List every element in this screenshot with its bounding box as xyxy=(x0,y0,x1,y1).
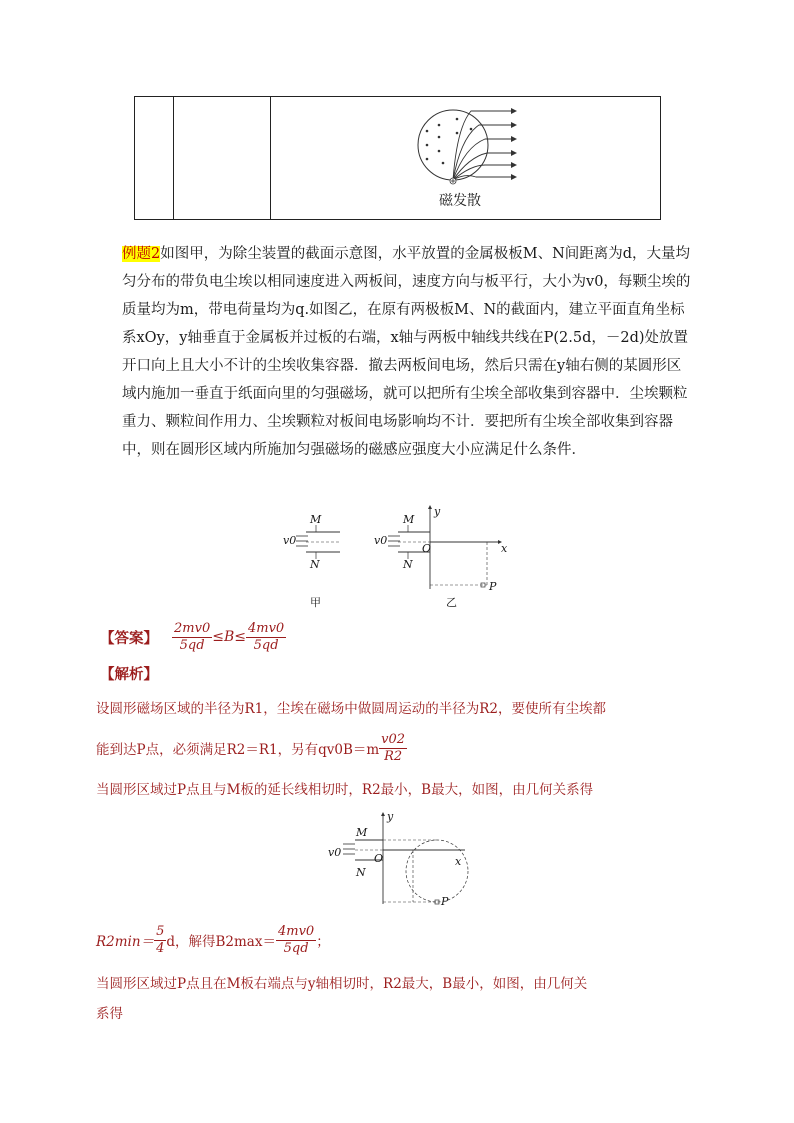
example-paragraph xyxy=(122,240,694,464)
fig-yi-N: N xyxy=(403,558,413,571)
fig-jia-v0: v0 xyxy=(283,534,297,547)
analysis-line-1: 设圆形磁场区域的半径为R1，尘埃在磁场中做圆周运动的半径为R2，要使所有尘埃都 xyxy=(96,701,607,717)
analysis-line-2-fraction: $\frac{v02}{R2}$ xyxy=(381,731,406,764)
example-tag: 例题2 xyxy=(122,246,161,262)
analysis-line-4-fraction-1: $\frac{5}{4}$ xyxy=(156,923,165,956)
fig-yi-caption: 乙 xyxy=(446,596,457,609)
fig3-y: y xyxy=(387,810,394,823)
fig3-M: M xyxy=(356,826,368,839)
fig-yi-y: y xyxy=(434,505,441,518)
fig3-v0: v0 xyxy=(328,846,342,859)
fig3-x: x xyxy=(455,855,462,868)
fig-yi-M: M xyxy=(403,513,415,526)
analysis-line-4c: ； xyxy=(316,934,330,950)
analysis-line-4a: R2min＝ xyxy=(96,934,155,950)
answer-label: 【答案】 xyxy=(100,630,158,647)
analysis-line-4-fraction-2: $\frac{4mv0}{5qd}$ xyxy=(277,923,315,956)
analysis-line-3: 当圆形区域过P点且与M板的延长线相切时，R2最小，B最大，如图，由几何关系得 xyxy=(96,782,594,798)
example-text: 如图甲，为除尘装置的截面示意图，水平放置的金属极板M、N间距离为d，大量均匀分布的带负电尘埃以相同速度进入两板间，速度方向与板平行，大小为v0，每颗尘埃的质量均为m，带电荷量均为q.如图乙，在原有两极板M、N的截面内，建立平面直角坐标系xOy，y轴垂直于金属板并过板的右端，x轴与两板中轴线共线在P(2.5d，－2d)处放置开口向上且大小不计的尘埃收集容器．撤去两板间电场，然后只需在y轴右侧的某圆形区域内施加一垂直于纸面向里的匀强磁场，就可以把所有尘埃全部收集到容器中．尘埃颗粒重力、颗粒间作用力、尘埃颗粒对板间电场影响均不计．要把所有尘埃全部收集到容器中，则在圆形区域内所施加匀强磁场的磁感应强度大小应满足什么条件． xyxy=(122,246,691,458)
analysis-line-2 xyxy=(96,728,701,768)
fig-yi-x: x xyxy=(501,542,508,555)
analysis-line-2-text: 能到达P点，必须满足R2＝R1，另有qv0B＝m xyxy=(96,742,380,758)
top-table xyxy=(134,96,661,220)
fig3-O: O xyxy=(374,852,384,865)
analysis-line-6: 系得 xyxy=(96,1006,123,1022)
table-cell-3 xyxy=(271,97,661,220)
fig-jia-N: N xyxy=(310,558,320,571)
analysis-line-4 xyxy=(96,918,701,962)
fig-jia-M: M xyxy=(310,513,322,526)
table-cell-1 xyxy=(135,97,174,220)
answer-right-fraction: $\frac{4mv0}{5qd}$ xyxy=(247,620,285,653)
fig-jia-caption: 甲 xyxy=(310,596,321,609)
table-caption: 磁发散 xyxy=(439,193,481,209)
answer-row xyxy=(100,616,286,658)
fig3-N: N xyxy=(356,866,366,879)
fig-yi-O: O xyxy=(422,542,432,555)
answer-middle: ≤B≤ xyxy=(212,629,246,645)
analysis-label: 【解析】 xyxy=(100,667,158,683)
fig3-P: P xyxy=(441,895,449,908)
fig-yi-v0: v0 xyxy=(374,534,388,547)
analysis-line-4b: d，解得B2max＝ xyxy=(166,934,276,950)
fig-yi-P: P xyxy=(489,580,497,593)
analysis-line-5: 当圆形区域过P点且在M板右端点与y轴相切时，R2最大，B最小，如图，由几何关 xyxy=(96,976,588,992)
table-cell-2 xyxy=(174,97,271,220)
answer-left-fraction: $\frac{2mv0}{5qd}$ xyxy=(174,620,211,653)
